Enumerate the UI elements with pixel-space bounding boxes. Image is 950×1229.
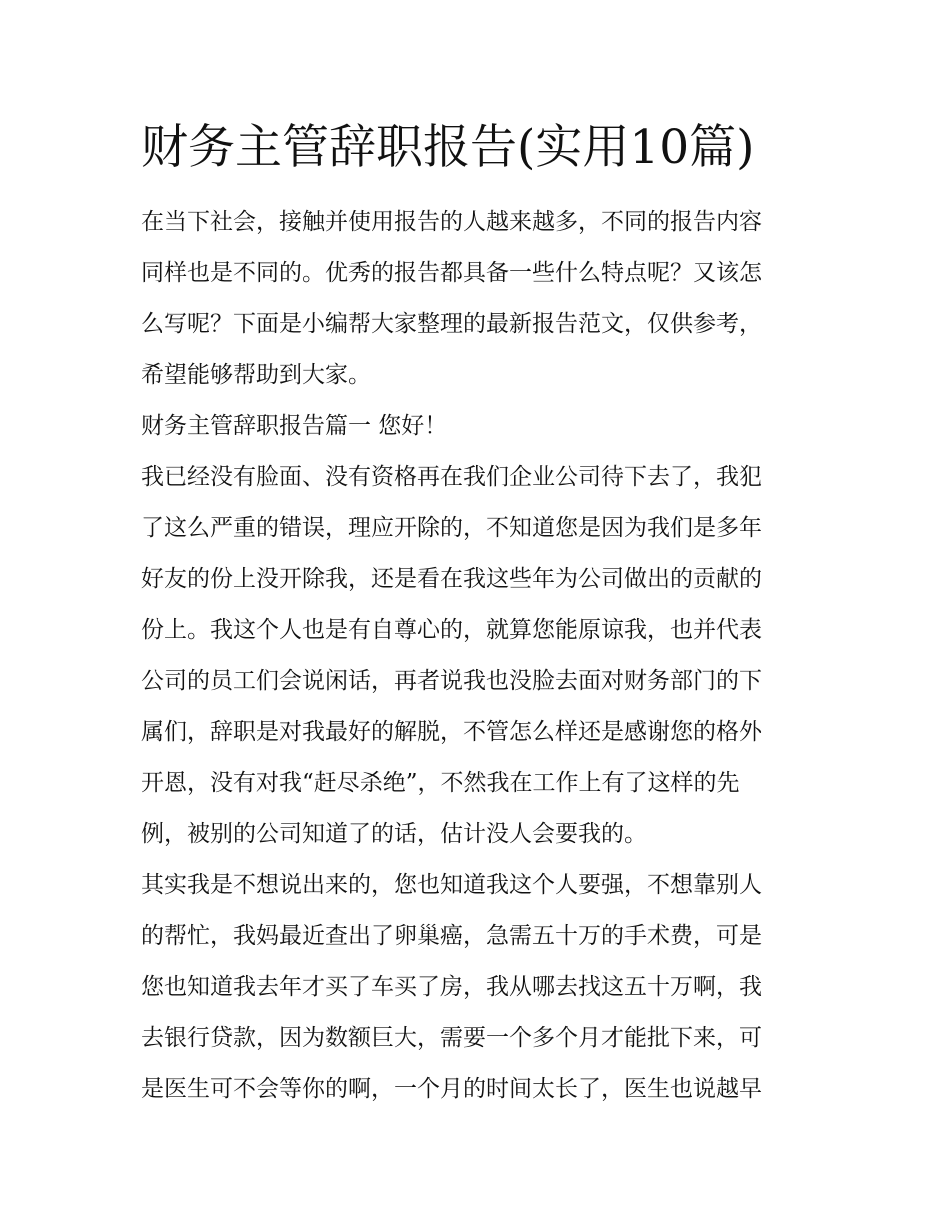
paragraph-line: 希望能够帮助到大家。 [141,362,371,388]
paragraph-line: 公司的员工们会说闲话，再者说我也没脸去面对财务部门的下 [141,668,762,694]
paragraph-line: 同样也是不同的。优秀的报告都具备一些什么特点呢？又该怎 [141,260,762,286]
document-title: 财务主管辞职报告(实用10篇) [141,120,755,175]
paragraph-line: 例，被别的公司知道了的话，估计没人会要我的。 [141,821,647,847]
paragraph-line: 好友的份上没开除我，还是看在我这些年为公司做出的贡献的 [141,566,762,592]
paragraph-line: 么写呢？下面是小编帮大家整理的最新报告范文，仅供参考， [141,311,762,337]
paragraph-line: 了这么严重的错误，理应开除的，不知道您是因为我们是多年 [141,515,762,541]
paragraph-line: 去银行贷款，因为数额巨大，需要一个多个月才能批下来，可 [141,1025,762,1051]
document-body [141,197,813,1115]
paragraph-line: 我已经没有脸面、没有资格再在我们企业公司待下去了，我犯 [141,464,762,490]
paragraph-line: 份上。我这个人也是有自尊心的，就算您能原谅我，也并代表 [141,617,762,643]
paragraph-line: 是医生可不会等你的啊，一个月的时间太长了，医生也说越早 [141,1076,762,1102]
paragraph-line: 其实我是不想说出来的，您也知道我这个人要强，不想靠别人 [141,872,762,898]
paragraph-line: 开恩，没有对我“赶尽杀绝”，不然我在工作上有了这样的先 [141,770,740,796]
paragraph-line: 在当下社会，接触并使用报告的人越来越多，不同的报告内容 [141,209,762,235]
paragraph-line: 属们，辞职是对我最好的解脱，不管怎么样还是感谢您的格外 [141,719,762,745]
paragraph-line: 的帮忙，我妈最近查出了卵巢癌，急需五十万的手术费，可是 [141,923,762,949]
section-heading-line: 财务主管辞职报告篇一 您好！ [141,413,448,439]
paragraph-line: 您也知道我去年才买了车买了房，我从哪去找这五十万啊，我 [141,974,762,1000]
